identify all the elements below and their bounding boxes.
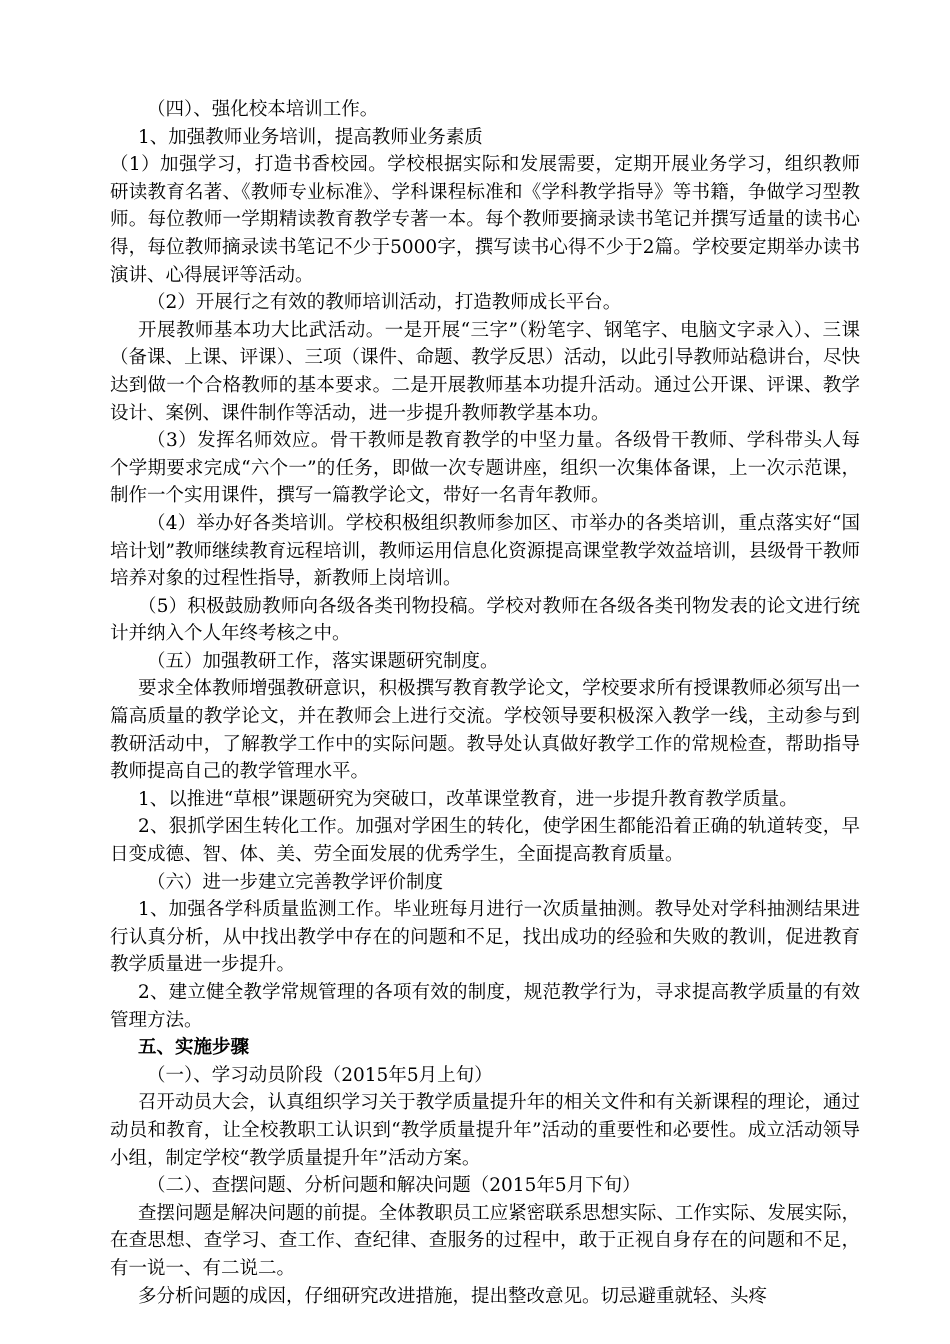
section-heading-5: （五）加强教研工作，落实课题研究制度。: [147, 650, 499, 672]
paragraph-quality-monitoring: 1、加强各学科质量监测工作。毕业班每月进行一次质量抽测。教导处对学科抽测结果进行认真分析，从中找出教学中存在的问题和不足，找出成功的经验和失败的教训，促进教育教学质量进一步提升。: [110, 899, 860, 976]
paragraph-master-teachers: （3）发挥名师效应。骨干教师是教育教学的中坚力量。各级骨干教师、学科带头人每个学期要求完成“六个一”的任务，即做一次专题讲座，组织一次集体备课，上一次示范课，制作一个实用课件，撰写一篇教学论文，带好一名青年教师。: [110, 430, 860, 507]
step-heading-2: （二）、查摆问题、分析问题和解决问题（2015年5月下旬）: [147, 1175, 641, 1197]
section-heading-6: （六）进一步建立完善教学评价制度: [147, 871, 444, 893]
paragraph-problem-finding: 查摆问题是解决问题的前提。全体教职员工应紧密联系思想实际、工作实际、发展实际，在查思想、查学习、查工作、查纪律、查服务的过程中，敢于正视自身存在的问题和不足，有一说一、有二说二。: [110, 1202, 860, 1279]
paragraph-analysis: 多分析问题的成因，仔细研究改进措施，提出整改意见。切忌避重就轻、头疼: [138, 1285, 768, 1307]
chapter-heading-steps: 五、实施步骤: [138, 1037, 250, 1059]
paragraph-mobilization: 召开动员大会，认真组织学习关于教学质量提升年的相关文件和有关新课程的理论，通过动员和教育，让全校教职工认识到“教学质量提升年”活动的重要性和必要性。成立活动领导小组，制定学校“教学质量提升年”活动方案。: [110, 1092, 860, 1169]
paragraph-struggling-students: 2、狠抓学困生转化工作。加强对学困生的转化，使学困生都能沿着正确的轨道转变，早日变成德、智、体、美、劳全面发展的优秀学生，全面提高教育质量。: [110, 816, 860, 866]
paragraph-reading: （1）加强学习，打造书香校园。学校根据实际和发展需要，定期开展业务学习，组织教师研读教育名著、《教师专业标准》、学科课程标准和《学科教学指导》等书籍，争做学习型教师。每位教师一学期精读教育教学专著一本。每个教师要摘录读书笔记并撰写适量的读书心得，每位教师摘录读书笔记不少于5000字，撰写读书心得不少于2篇。学校要定期举办读书演讲、心得展评等活动。: [110, 154, 860, 286]
subheading-teacher-training: 1、加强教师业务培训，提高教师业务素质: [138, 126, 483, 148]
paragraph-grassroots-research: 1、以推进“草根”课题研究为突破口，改革课堂教育，进一步提升教育教学质量。: [138, 788, 798, 810]
paragraph-training-activities: （2）开展行之有效的教师培训活动，打造教师成长平台。: [147, 292, 622, 314]
paragraph-skills-contest: 开展教师基本功大比武活动。一是开展“三字”（粉笔字、钢笔字、电脑文字录入）、三课（备课、上课、评课）、三项（课件、命题、教学反思）活动，以此引导教师站稳讲台，尽快达到做一个合格教师的基本要求。二是开展教师基本功提升活动。通过公开课、评课、教学设计、案例、课件制作等活动，进一步提升教师教学基本功。: [110, 319, 860, 424]
paragraph-trainings: （4）举办好各类培训。学校积极组织教师参加区、市举办的各类培训，重点落实好“国培计划”教师继续教育远程培训，教师运用信息化资源提高课堂教学效益培训，县级骨干教师培养对象的过程性指导，新教师上岗培训。: [110, 512, 860, 590]
paragraph-research: 要求全体教师增强教研意识，积极撰写教育教学论文，学校要求所有授课教师必须写出一篇高质量的教学论文，并在教师会上进行交流。学校领导要积极深入教学一线，主动参与到教研活动中，了解教学工作中的实际问题。教导处认真做好教学工作的常规检查，帮助指导教师提高自己的教学管理水平。: [110, 678, 860, 783]
paragraph-management: 2、建立健全教学常规管理的各项有效的制度，规范教学行为，寻求提高教学质量的有效管理方法。: [110, 982, 860, 1031]
paragraph-publications: （5）积极鼓励教师向各级各类刊物投稿。学校对教师在各级各类刊物发表的论文进行统计并纳入个人年终考核之中。: [110, 595, 860, 645]
document-body: [110, 96, 860, 1310]
step-heading-1: （一）、学习动员阶段（2015年5月上旬）: [147, 1064, 493, 1086]
section-heading-4: （四）、强化校本培训工作。: [147, 99, 379, 120]
